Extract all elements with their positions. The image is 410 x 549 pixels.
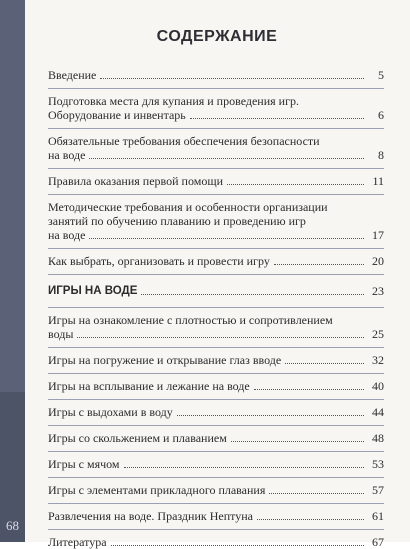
toc-entry-text-line: Методические требования и особенности организации занятий по обучению плаванию и проведению игр: [48, 200, 328, 228]
leader-dots: [77, 336, 364, 338]
toc-entry-text: Правила оказания первой помощи: [48, 174, 224, 188]
leader-dots: [89, 237, 364, 239]
toc-entry-page: 8: [378, 148, 384, 162]
toc-entry[interactable]: [48, 535, 384, 549]
toc-entry-text: Игры с выдохами в воду: [48, 405, 173, 419]
leader-dots: [177, 414, 364, 416]
page-number: 68: [6, 518, 19, 533]
toc-entry[interactable]: [48, 457, 384, 471]
toc-entry-text: Игры с мячом: [48, 457, 120, 471]
toc-entry[interactable]: [48, 200, 384, 242]
toc-entry[interactable]: [48, 353, 384, 367]
toc-entry-page: 20: [372, 254, 384, 268]
toc-entry[interactable]: [48, 134, 384, 162]
toc-entry-text-line: Обязательные требования обеспечения безопасности: [48, 134, 320, 148]
toc-entry-text: на воде: [48, 148, 86, 162]
toc-entry[interactable]: [48, 254, 384, 268]
leader-dots: [124, 466, 365, 468]
toc-entry-text-line: Игры на ознакомление с плотностью и сопротивлением: [48, 313, 333, 327]
divider: [48, 88, 384, 89]
toc-entry-text: воды: [48, 327, 74, 341]
leader-dots: [269, 492, 364, 494]
leader-dots: [227, 183, 364, 185]
toc-entry-page: 23: [372, 284, 384, 298]
divider: [48, 373, 384, 374]
toc-entry-text: Игры со скольжением и плаванием: [48, 431, 227, 445]
table-of-contents: [48, 68, 384, 549]
toc-entry-text: Игры на всплывание и лежание на воде: [48, 379, 250, 393]
toc-entry-text: Как выбрать, организовать и провести игру: [48, 254, 270, 268]
toc-entry[interactable]: [48, 313, 384, 341]
divider: [48, 347, 384, 348]
toc-section-entry[interactable]: [48, 284, 384, 298]
toc-entry[interactable]: [48, 379, 384, 393]
divider: [48, 425, 384, 426]
leader-dots: [111, 544, 364, 546]
toc-entry-page: 6: [378, 108, 384, 122]
toc-entry-page: 44: [372, 405, 384, 419]
leader-dots: [89, 157, 364, 159]
toc-entry-page: 25: [372, 327, 384, 341]
toc-entry[interactable]: [48, 405, 384, 419]
toc-entry-text: Оборудование и инвентарь: [48, 108, 186, 122]
toc-entry-page: 32: [372, 353, 384, 367]
divider: [48, 503, 384, 504]
leader-dots: [141, 293, 364, 295]
toc-entry-text: Литература: [48, 535, 107, 549]
toc-entry[interactable]: [48, 94, 384, 122]
toc-entry-page: 5: [378, 68, 384, 82]
divider: [48, 248, 384, 249]
leader-dots: [254, 388, 364, 390]
toc-entry[interactable]: [48, 174, 384, 188]
toc-entry[interactable]: [48, 509, 384, 523]
toc-section-text: ИГРЫ НА ВОДЕ: [48, 285, 138, 297]
toc-entry-text: Введение: [48, 68, 97, 82]
leader-dots: [285, 362, 364, 364]
divider: [48, 274, 384, 275]
divider: [48, 128, 384, 129]
toc-entry[interactable]: [48, 431, 384, 445]
divider: [48, 477, 384, 478]
divider: [48, 399, 384, 400]
toc-entry-page: 57: [372, 483, 384, 497]
leader-dots: [100, 77, 364, 79]
divider: [48, 194, 384, 195]
leader-dots: [274, 263, 364, 265]
divider: [48, 451, 384, 452]
toc-entry-page: 48: [372, 431, 384, 445]
leader-dots: [231, 440, 364, 442]
toc-entry-page: 17: [372, 228, 384, 242]
leader-dots: [257, 518, 364, 520]
toc-entry[interactable]: [48, 483, 384, 497]
toc-entry-text-line: Подготовка места для купания и проведения игр.: [48, 94, 300, 108]
toc-entry-text: на воде: [48, 228, 86, 242]
toc-entry-page: 53: [372, 457, 384, 471]
toc-entry-page: 67: [372, 535, 384, 549]
toc-entry-text: Игры с элементами прикладного плавания: [48, 483, 266, 497]
toc-entry-text: Игры на погружение и открывание глаз вводе: [48, 353, 282, 367]
toc-entry-text: Развлечения на воде. Праздник Нептуна: [48, 509, 253, 523]
toc-entry-page: 11: [372, 174, 384, 188]
toc-entry[interactable]: [48, 68, 384, 82]
page-title: СОДЕРЖАНИЕ: [156, 28, 278, 45]
divider: [48, 168, 384, 169]
toc-entry-page: 61: [372, 509, 384, 523]
divider: [48, 307, 384, 308]
leader-dots: [190, 117, 364, 119]
toc-entry-page: 40: [372, 379, 384, 393]
divider: [48, 529, 384, 530]
